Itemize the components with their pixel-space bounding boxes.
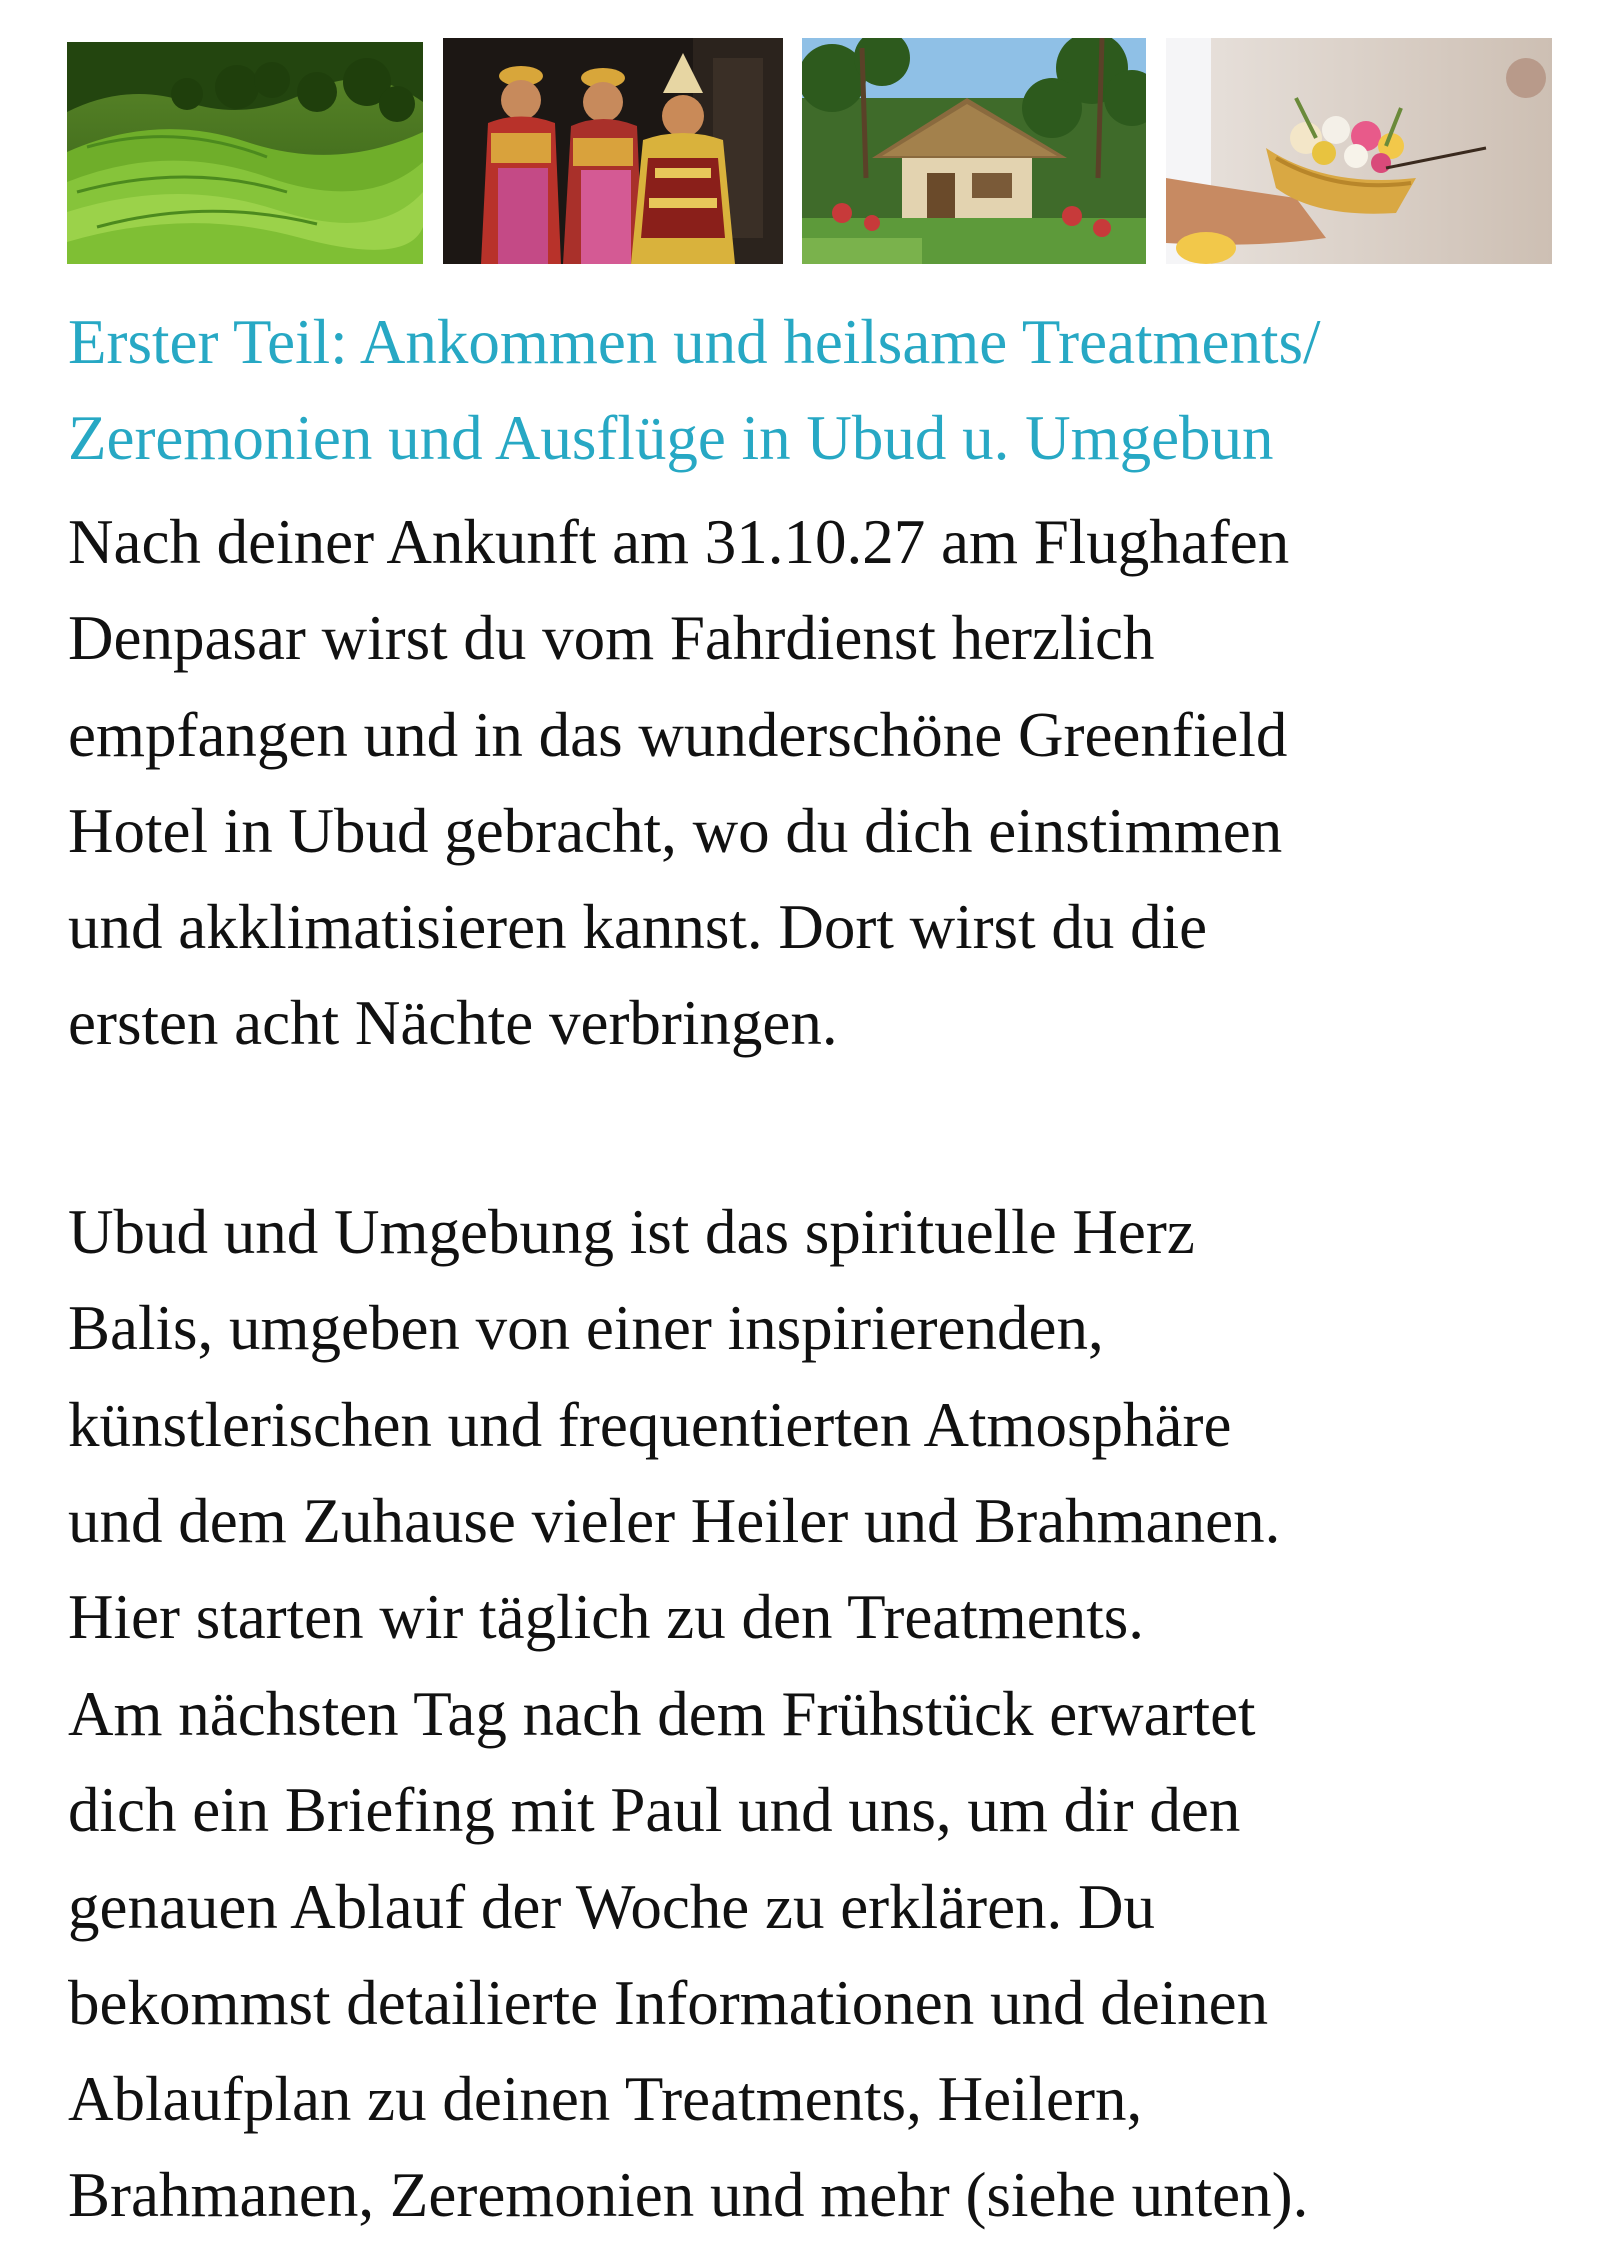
text-line: Am nächsten Tag nach dem Frühstück erwartet <box>68 1679 1256 1749</box>
ubud-paragraph <box>68 1184 1568 1665</box>
offering-basket-photo <box>1166 38 1552 264</box>
heading-line: Erster Teil: Ankommen und heilsame Treatments/ <box>68 307 1321 377</box>
text-line: Ubud und Umgebung ist das spirituelle Herz <box>68 1197 1195 1267</box>
rice-terraces-photo <box>67 42 423 264</box>
text-line: Brahmanen, Zeremonien und mehr (siehe unten). <box>68 2160 1309 2231</box>
text-line: künstlerischen und frequentierten Atmosphäre <box>68 1389 1232 1460</box>
text-line: Hotel in Ubud gebracht, wo du dich einstimmen <box>68 795 1283 866</box>
arrival-paragraph <box>68 494 1568 1072</box>
text-line: Ablaufplan zu deinen Treatments, Heilern, <box>68 2064 1143 2135</box>
text-line: und akklimatisieren kannst. Dort wirst du die <box>68 892 1208 963</box>
heading-line: Zeremonien und Ausflüge in Ubud u. Umgebun <box>68 403 1274 473</box>
text-line: bekommst detailierte Informationen und deinen <box>68 1967 1269 2038</box>
text-line: ersten acht Nächte verbringen. <box>68 988 838 1059</box>
text-line: Balis, umgeben von einer inspirierenden, <box>68 1293 1104 1364</box>
balinese-dancers-photo <box>443 38 783 264</box>
thatched-bungalow-photo <box>802 38 1146 264</box>
text-line: genauen Ablauf der Woche zu erklären. Du <box>68 1871 1156 1942</box>
text-line: dich ein Briefing mit Paul und uns, um dir den <box>68 1775 1241 1846</box>
text-line: Denpasar wirst du vom Fahrdienst herzlich <box>68 603 1155 674</box>
text-line: Hier starten wir täglich zu den Treatments. <box>68 1582 1144 1653</box>
photo-strip <box>0 38 1600 268</box>
text-line: Nach deiner Ankunft am 31.10.27 am Flughafen <box>68 507 1290 577</box>
text-line: empfangen und in das wunderschöne Greenfield <box>68 699 1288 770</box>
section-heading <box>68 294 1568 486</box>
briefing-paragraph <box>68 1666 1568 2244</box>
text-line: und dem Zuhause vieler Heiler und Brahmanen. <box>68 1485 1281 1556</box>
